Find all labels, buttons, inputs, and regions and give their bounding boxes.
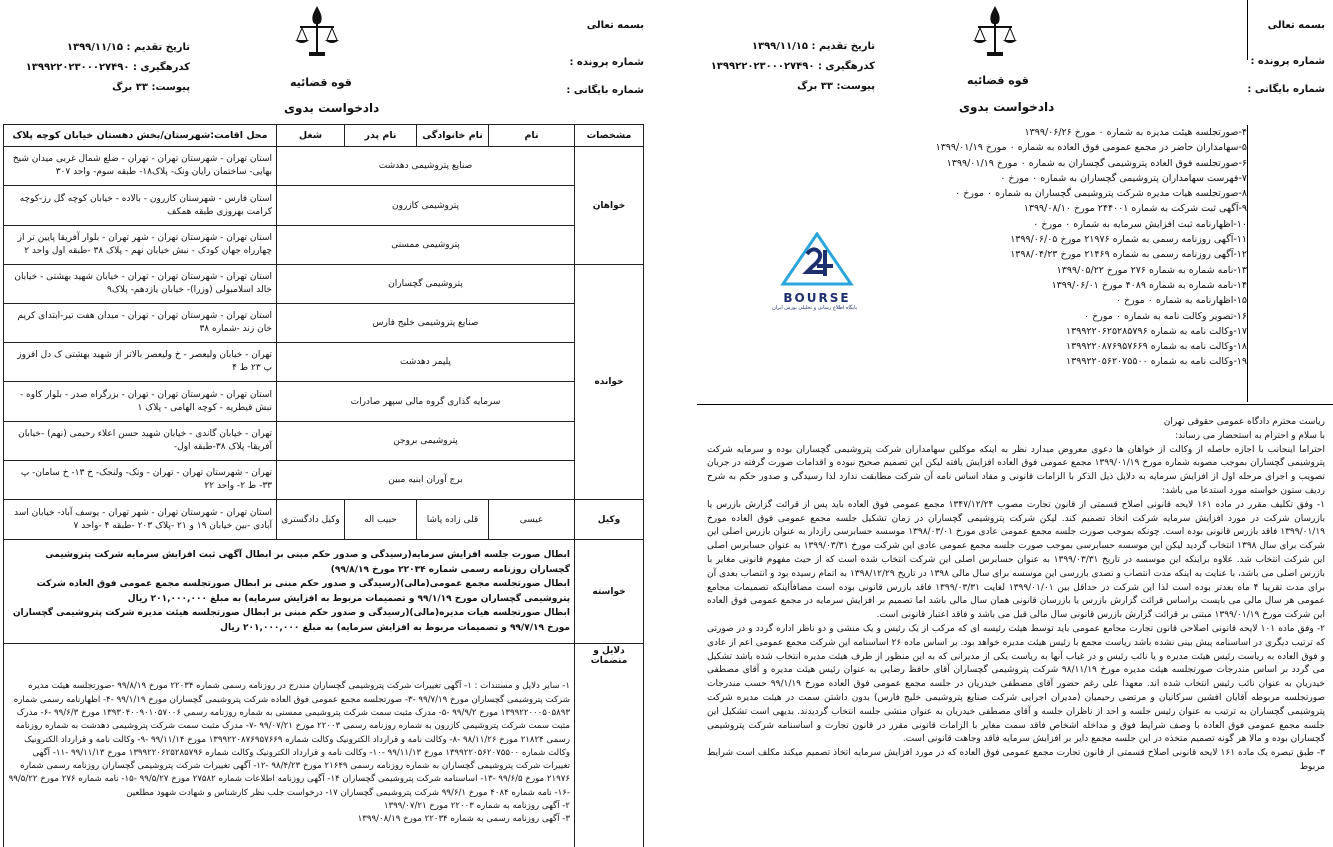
list-item: ۱۶-تصویر وکالت نامه به شماره ۰ مورخ ۰ — [1083, 310, 1247, 322]
party-name: پتروشیمی کازرون — [277, 186, 575, 226]
col-header: مشخصات — [575, 125, 644, 147]
attachments-list — [936, 125, 1247, 370]
table-row — [4, 304, 644, 343]
table-row — [4, 644, 644, 847]
list-item: ۱۹-وکالت نامه به شماره ۱۳۹۹۲۲۰۵۶۲۰۷۵۵۰۰ — [1066, 356, 1247, 368]
petition-page-2 — [697, 0, 1333, 847]
bismillah-text: بسمه تعالی — [1267, 20, 1325, 31]
party-name: صنایع پتروشیمی دهدشت — [277, 147, 575, 186]
list-item: ۱۰-اظهارنامه ثبت افزایش سرمایه به شماره ۰ مورخ ۰ — [1033, 218, 1247, 230]
submit-date: تاریخ تقدیم : ۱۳۹۹/۱۱/۱۵ — [66, 42, 190, 53]
request-cell — [4, 540, 575, 644]
list-item: ۱۲-آگهی روزنامه رسمی به شماره ۲۱۴۶۹ مورخ ۱۳۹۸/۰۴/۲۳ — [1010, 249, 1247, 261]
table-row — [4, 422, 644, 461]
judiciary-emblem-icon — [970, 2, 1020, 62]
table-header-row — [4, 125, 644, 147]
party-address: استان تهران - شهرستان تهران - تهران - بزرگراه صدر - بلوار کاوه - نبش قیطریه - کوچه الهامی - پلاک ۱ — [4, 382, 277, 422]
attachments-count: پیوست: ۳۳ برگ — [112, 82, 190, 93]
party-name: پلیمر دهدشت — [277, 343, 575, 382]
party-address: تهران - خیابان ولیعصر - خ ولیعصر بالاتر از شهید بهشتی ک دل افروز پ ۲۳ ط ۴ — [4, 343, 277, 382]
request-item: ابطال صورت جلسه افزایش سرمایه(رسیدگی و صدور حکم مبنی بر ابطال آگهی ثبت افزایش سرمایه شرکت پتروشیمی گچساران روزنامه رسمی شماره ۲۲۰۳۴ مورخ ۹۹/۸/۱۹) — [45, 550, 570, 575]
request-item: ابطال صورتجلسه مجمع عمومی(مالی)(رسیدگی و صدور حکم مبنی بر ابطال صورتجلسه مجمع عمومی فوق العاده شرکت پتروشیمی گچساران مورخ ۹۹/۱/۱۹ و تصمیمات مربوط به افزایش سرمایه) به مبلغ ۲۰۱,۰۰۰,۰۰۰ ریال — [36, 579, 570, 604]
lawyer-first-name: عیسی — [489, 500, 575, 540]
list-item: ۱۸-وکالت نامه به شماره ۱۳۹۹۲۲۰۸۷۶۹۵۷۶۶۹ — [1066, 341, 1247, 353]
request-item: ابطال صورتجلسه هیات مدیره(مالی)(رسیدگی و صدور حکم مبنی بر ابطال صورتجلسه هیئت مدیره شرکت پتروشیمی گچساران مورخ ۹۹/۷/۱۹ و تصمیمات مربوط به افزایش سرمایه) به مبلغ ۲۰۱,۰۰۰,۰۰۰ ریال — [12, 608, 570, 633]
list-item: ۶-صورتجلسه فوق العاده پتروشیمی گچساران به شماره ۰ مورخ ۱۳۹۹/۰۱/۱۹ — [946, 157, 1247, 169]
role-request: خواسته — [575, 540, 644, 644]
archive-number-label: شماره بایگانی : — [1247, 84, 1325, 95]
party-name: برج آوران ابنیه مبین — [277, 461, 575, 500]
reason-item: ۳- آگهی روزنامه رسمی به شماره ۲۲۰۳۴ مورخ ۱۳۹۹/۰۸/۱۹ — [357, 814, 570, 825]
reason-item: ۱- سایر دلایل و مستندات : ۱- آگهی تغییرات شرکت پتروشیمی گچساران مندرج در روزنامه رسمی شماره ۲۲۰۳۴ مورخ ۹۹/۸/۱۹ -صورتجلسه هیئت مدیره شرکت پتروشیمی گچساران مورخ ۹۹/۷/۱۹ -۳- صورتجلسه مجمع عمومی فوق العاده شرکت پتروشیمی گچساران مورخ ۹۹/۱/۱۹ -۴- اظهارنامه رسمی شماره ۱۳۹۹۲۲۰۰۰۵۰۵۸۹۳ مورخ ۹۹/۹/۲ -۵- مدرک مثبت سمت شرکت پتروشیمی ممسنی به شماره روزنامه رسمی ۱۳۹۳۰۴۰۰۹۰۱۰۵۷۰۰۶ مورخ ۹۹/۶/۳ -۶- مدرک مثبت سمت شرکت پتروشیمی کازرون به شماره روزنامه رسمی ۲۲۰۰۳ مورخ ۹۹/۰۷/۲۱ -۷- مدرک مثبت سمت شرکت پتروشیمی دهدشت به شماره روزنامه رسمی ۲۱۸۲۴ مورخ ۹۸/۱۱/۲۶ -۸- وکالت نامه و قرارداد الکترونیک وکالت شماره ۱۳۹۹۲۲۰۸۷۶۹۵۷۶۶۹ مورخ ۹۹/۱۱/۱۴ -۹- وکالت نامه و قرارداد الکترونیک وکالت شماره ۱۳۹۹۲۲۰۵۶۲۰۷۵۵۰۰ مورخ ۹۹/۱۱/۱۳ -۱۰- وکالت نامه و قرارداد الکترونیک وکالت شماره ۱۳۹۹۲۲۰۶۲۵۲۸۵۷۹۶ مورخ ۹۹/۱۱/۱۳ -۱۱- آگهی تغییرات شرکت پتروشیمی گچساران به شماره روزنامه رسمی ۲۱۶۴۹ مورخ ۹۸/۴/۲۳ -۱۲- آگهی تغییرات شرکت پتروشیمی گچساران روزنامه رسمی شماره ۲۱۹۷۶ مورخ ۹۹/۶/۵ -۱۳- اساسنامه شرکت پتروشیمی گچساران ۱۴- آگهی روزنامه اطلاعات شماره ۲۷۵۸۲ مورخ ۹۹/۵/۲۷ -۱۵- نامه شماره ۲۷۶ مورخ ۹۹/۵/۲۲ -۱۶- نامه شماره ۴۰۸۴ مورخ ۹۹/۶/۱ شرکت پتروشیمی گچساران ۱۷- درخواست جلب نظر کارشناس و شهادت شهود مطلعین — [8, 681, 570, 798]
bourse-logo-icon — [777, 232, 857, 287]
document-title: دادخواست بدوی — [959, 100, 1055, 114]
col-header: نام خانوادگی — [417, 125, 489, 147]
document-title: دادخواست بدوی — [284, 101, 380, 115]
table-row — [4, 500, 644, 540]
party-name: صنایع پتروشیمی خلیج فارس — [277, 304, 575, 343]
section-divider — [697, 404, 1333, 405]
petition-page-1 — [0, 0, 652, 847]
list-item: ۹-آگهی ثبت شرکت به شماره ۲۴۴۰۰۱ مورخ ۱۳۹۹/۰۸/۱۰ — [1023, 203, 1247, 215]
role-defendant: خوانده — [575, 265, 644, 500]
list-item: ۷-فهرست سهامداران پتروشیمی گچساران به شماره ۰ مورخ ۰ — [1000, 172, 1247, 184]
list-item: ۱۱-آگهی روزنامه رسمی به شماره ۲۱۹۷۶ مورخ ۱۳۹۹/۰۶/۰۵ — [1010, 234, 1247, 246]
file-number-label: شماره پرونده : — [1250, 56, 1325, 67]
party-address: استان تهران - شهرستان تهران - شهر تهران - بلوار آفریقا پایین تر از چهارراه جهان کودک - نبش خیابان نهم - پلاک ۳۸ -طبقه اول واحد ۲ — [4, 226, 277, 265]
petition-body — [707, 416, 1325, 775]
party-address: استان تهران - شهرستان تهران - تهران - میدان هفت تیر-ابتدای کریم خان زند -شماره ۳۸ — [4, 304, 277, 343]
table-row — [4, 540, 644, 644]
table-row — [4, 226, 644, 265]
role-reasons: دلایل و منضمات — [575, 644, 644, 847]
attachments-count: پیوست: ۳۳ برگ — [797, 81, 875, 92]
party-name: سرمایه گذاری گروه مالی سپهر صادرات — [277, 382, 575, 422]
party-address: تهران - شهرستان تهران - تهران - ونک- ولنجک- خ ۱۳- خ سامان- پ ۳۳- ط ۲- واحد ۲۲ — [4, 461, 277, 500]
parties-table — [3, 124, 644, 847]
table-row — [4, 382, 644, 422]
party-name: پتروشیمی ممسنی — [277, 226, 575, 265]
list-item: ۸-صورتجلسه هیات مدیره شرکت پتروشیمی گچساران به شماره ۰ مورخ ۰ — [955, 188, 1247, 200]
addressee: ریاست محترم دادگاه عمومی حقوقی تهران — [1163, 417, 1325, 427]
list-item: ۱۳-نامه شماره به شماره ۲۷۶ مورخ ۱۳۹۹/۰۵/۲۲ — [1056, 264, 1247, 276]
paragraph: ۱- وفق تکلیف مقرر در ماده ۱۶۱ لایحه قانونی اصلاح قسمتی از قانون تجارت مصوب ۱۳۴۷/۱۲/۲۴ مجمع عمومی فوق العاده باید پس از قرائت گزارش بازرس یا بازرسان شرکت در مورد افزایش سرمایه شرکت اتخاذ تصمیم کند. لیکن شرکت پتروشیمی گچساران در زمان تشکیل جلسه مجمع عمومی فوق العاده مورخ ۱۳۹۹/۰۱/۱۹ فاقد بازرس قانونی بوده است. چونکه بموجب صورت جلسه مجمع عمومی عادی مورخ ۱۳۹۸/۰۳/۰۱ موسسه حسابرسی رازدار به عنوان بازرس اصلی این شرکت برای سال ۱۳۹۸ انتخاب گردید لیکن این موسسه حسابرسی بموجب صورت جلسه مجمع عمومی عادی این شرکت مورخ ۱۳۹۹/۰۳/۳۱ به عنوان حسابرس اصلی این شرکت انتخاب شد. علاوه براینکه این موسسه در تاریخ ۱۳۹۹/۰۳/۳۱ به عنوان حسابرس اصلی این شرکت انتخاب شده است که از حیث مفهوم قانونی مغایر با بازرس اصلی می باشد، با عنایت به اینکه مدت انتصاب و تصدی بازرسی این موسسه برای سال مالی ۱۳۹۸ در تاریخ ۱۳۹۸/۱۲/۲۹ به اتمام رسیده بود و انتصاب بعدی آن برای مدت تقریبا ۴ ماه بعدتر بوده است لذا این شرکت در حداقل بین ۱۳۹۹/۰۱/۰۱ لغایت ۱۳۹۹/۰۳/۳۱ فاقد بازرس قانونی بوده است مضافاًاینکه تصمیمات مجامع عمومی هر سال مالی می بایست براساس قرائت گزارش بازرس یا بازرسان قانونی همان سال مالی باشد اما تصمیم بر افزایش سرمایه در مجمع عمومی فوق العاده این شرکت مورخ ۱۳۹۹/۰۱/۱۹ مبتنی بر قرائت گزارش بازرس قانونی سال مالی قبل می باشد و فاقد اعتبار قانونی است. — [707, 499, 1326, 621]
paragraph: ۳- طبق تبصره یک ماده ۱۶۱ لایحه قانونی اصلاح قسمتی از قانون تجارت مجمع عمومی فوق العاده که در مورد افزایش سرمایه اتخاذ تصمیم میکند مکلف است شرایط مربوط — [707, 748, 1325, 772]
table-row — [4, 186, 644, 226]
lawyer-address: استان تهران - شهرستان تهران - شهر تهران - یوسف آباد- خیابان اسد آبادی -بین خیابان ۱۹ و ۲۱ -پلاک ۲۰۳ -طبقه ۴ -واحد ۷ — [4, 500, 277, 540]
table-row — [4, 147, 644, 186]
party-address: استان تهران - شهرستان تهران - تهران - ضلع شمال غربی میدان شیخ بهایی- ساختمان رایان ونک- پلاک۱۸- طبقه سوم- واحد ۳۰۷ — [4, 147, 277, 186]
greeting: با سلام و احترام به استحضار می رساند: — [1175, 430, 1325, 441]
lawyer-last-name: قلی زاده پاشا — [417, 500, 489, 540]
bourse-watermark-logo — [772, 232, 857, 311]
bourse-logo-subtitle: پایگاه اطلاع رسانی و تحلیلی بورس ایران — [772, 305, 857, 311]
list-item: ۱۷-وکالت نامه به شماره ۱۳۹۹۲۲۰۶۲۵۲۸۵۷۹۶ — [1066, 325, 1247, 337]
party-address: استان فارس - شهرستان کازرون - بالاده - خیابان کوچه گل رز-کوچه کرامت بهروزی طبقه همکف — [4, 186, 277, 226]
table-row — [4, 343, 644, 382]
bismillah-text: بسمه تعالی — [586, 20, 644, 31]
archive-number-label: شماره بایگانی : — [566, 85, 644, 96]
judiciary-emblem-icon — [292, 2, 342, 62]
role-plaintiff: خواهان — [575, 147, 644, 265]
reason-item: ۲- آگهی روزنامه به شماره ۲۲۰۰۳ مورخ ۱۳۹۹/۰۷/۲۱ — [383, 801, 570, 812]
party-address: استان تهران - شهرستان تهران - تهران - خیابان شهید بهشتی - خیابان خالد اسلامبولی (وزرا)- خیابان یازدهم- پلاک۹ — [4, 265, 277, 304]
bourse-logo-text: BOURSE — [783, 291, 851, 305]
submit-date: تاریخ تقدیم : ۱۳۹۹/۱۱/۱۵ — [751, 41, 875, 52]
party-address: تهران - خیابان گاندی - خیابان شهید حسن اعلاء رحیمی (نهم) -خیابان آفریقا- پلاک ۳۸-طبقه اول- — [4, 422, 277, 461]
col-header: نام پدر — [345, 125, 417, 147]
court-name: قوه قضائیه — [290, 76, 352, 89]
tracking-code: کدرهگیری : ۱۳۹۹۲۲۰۲۳۰۰۰۲۷۴۹۰ — [710, 61, 875, 72]
paragraph: احتراما اینجانب با اجازه حاصله از وکالت از خواهان ها دعوی معروض میدارد نظر به اینکه موکلین سهامداران شرکت پتروشیمی گچساران بوده و سرمایه شرکت پتروشیمی گچساران بموجب مصوبه شماره مورخ ۱۳۹۹/۰۱/۱۹ مجمع عمومی فوق العاده افزایش یافته لیکن این تصمیم صحیح نبوده و اقدامات صورت گرفته در جریان تصویب و اجرای مرحله اول از افزایش سرمایه به دلایل ذیل الذکر با الزامات قانونی و مفاد اساس نامه آن شرکت مطابقت ندارد لذا رسیدگی و صدور حکم به شرح ردیف ستون خواسته مورد استدعا می باشد: — [707, 444, 1325, 496]
list-item: ۱۴-نامه شماره به شماره ۴۰۸۹ مورخ ۱۳۹۹/۰۶/۰۱ — [1051, 279, 1247, 291]
lawyer-father-name: حبیب اله — [345, 500, 417, 540]
tracking-code: کدرهگیری : ۱۳۹۹۲۲۰۲۳۰۰۰۲۷۴۹۰ — [25, 62, 190, 73]
file-number-label: شماره پرونده : — [569, 57, 644, 68]
list-item: ۱۵-اظهارنامه به شماره ۰ مورخ ۰ — [1115, 295, 1247, 307]
table-row — [4, 265, 644, 304]
party-name: پتروشیمی گچساران — [277, 265, 575, 304]
role-lawyer: وکیل — [575, 500, 644, 540]
col-header: شغل — [277, 125, 345, 147]
reasons-cell — [4, 644, 575, 847]
list-item: ۵-سهامداران حاضر در مجمع عمومی فوق العاده به شماره ۰ مورخ ۱۳۹۹/۰۱/۱۹ — [935, 142, 1247, 154]
court-name: قوه قضائیه — [967, 74, 1029, 87]
table-row — [4, 461, 644, 500]
header-divider — [1247, 0, 1248, 60]
meta-block — [10, 38, 190, 98]
col-header: نام — [489, 125, 575, 147]
paragraph: ۲- وفق ماده ۱۰۱ لایحه قانونی اصلاحی قانون تجارت مجامع عمومی باید توسط هیئت رئیسه ای که مرکب از یک رئیس و یک منشی و دو ناظر اداره گردد و در صورتی که ترتیب دیگری در اساسنامه پیش بینی نشده باشد ریاست مجمع با رئیس هیئت مدیره خواهد بود. بر اساس ماده ۲۶ اساسنامه این شرکت مجمع عمومی اعم از عادی و فوق العاده به ریاست رئیس هیئت مدیره و یا نائب رئیس و در غیاب آنها به ریاست یکی از مدیرانی که به این منظور از طرف هیئت مدیره انتخاب شده باشد تشکیل می گردد بر اساس مندرجات صورتجلسه هیئت مدیره مورخ ۹۸/۱۱/۱۹ شرکت پتروشیمی گچساران آقای حافظ رضایی به عنوان رئیس هیئت مدیره و آقای مصطفی خیدریان به عنوان نائب رئیس انتخاب شده اند. معهذا علی رغم حضور آقای مصطفی خیدریان در جلسه مجمع عمومی فوق العاده مورخ ۹۹/۱/۱۹ حسب مندرجات صورتجلسه مربوطه آقایان افشین سرکانیان و مرتضی رحیمیان (مدیران اجرایی شرکت صنایع پتروشیمی خلیج فارس) بدون داشتن سمت در هیئت مدیره شرکت پتروشیمی گچساران به ترتیب به عنوان رئیس جلسه و احد از ناظران جلسه و آقای مصطفی خیدریان به عنوان منشی جلسه انتخاب گردیدند. بدیهی است تشکیل این جلسه مجمع عمومی فوق العاده با وصف شرایط فوق و مداخله اشخاص فاقد سمت مغایر با الزامات قانونی مقرر در قانون تجارت و اساسنامه شرکت پتروشیمی گچساران بوده و مالا هر گونه تصمیم متخذه در این جلسه مجمع دایر بر افزایش سرمایه فاقد وجاهت قانونی است. — [707, 623, 1325, 745]
list-item: ۴-صورتجلسه هیئت مدیره به شماره ۰ مورخ ۱۳۹۹/۰۶/۲۶ — [1024, 127, 1247, 138]
header-divider-lower — [1247, 125, 1248, 402]
party-name: پتروشیمی بروجن — [277, 422, 575, 461]
col-header: محل اقامت:شهرستان/بخش دهستان خیابان کوچه پلاک — [4, 125, 277, 147]
meta-block — [705, 37, 875, 97]
lawyer-job: وکیل دادگستری — [277, 500, 345, 540]
